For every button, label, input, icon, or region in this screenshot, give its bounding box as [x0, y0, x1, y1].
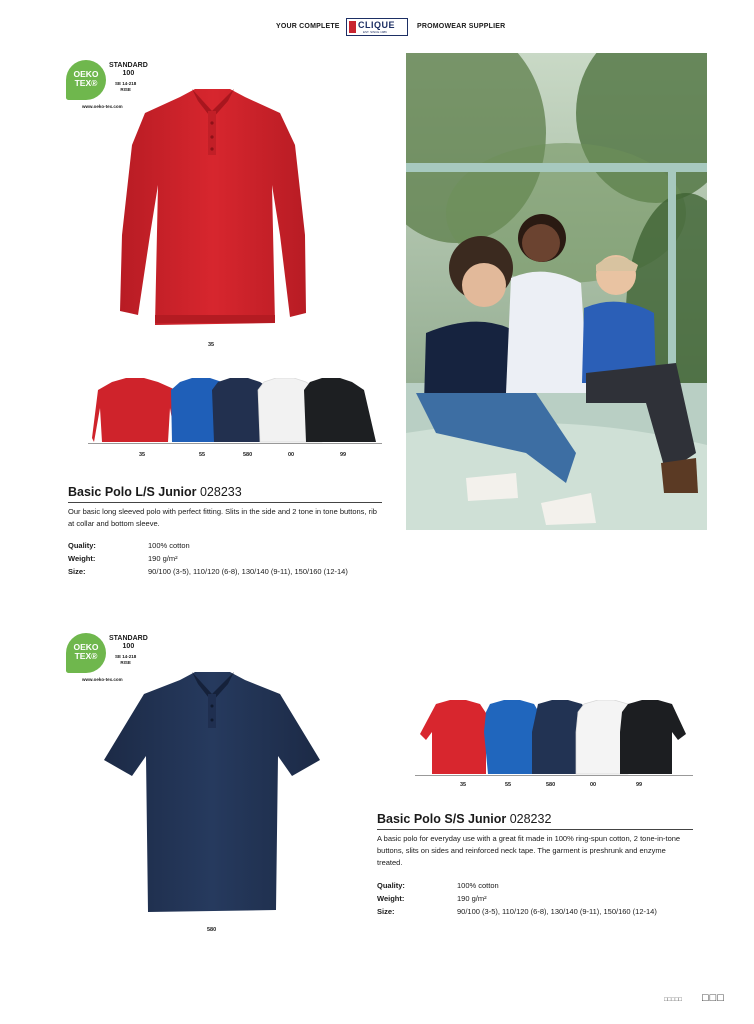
swatch-code-3: 580 [243, 452, 253, 458]
swatch-code-2: 55 [505, 782, 512, 788]
spec-value: 190 g/m² [457, 894, 487, 903]
oeko-url: www.oeko-tex.com [82, 104, 123, 109]
oeko-tex-logo: OEKO TEX® [66, 633, 106, 673]
product-number: 028232 [509, 812, 552, 826]
spec-key: Quality: [68, 541, 96, 550]
spec-table [68, 540, 388, 580]
swatch-code-1: 35 [139, 452, 146, 458]
spec-value: 100% cotton [457, 881, 499, 890]
header-tagline-right: PROMOWEAR SUPPLIER [417, 23, 506, 30]
oeko-standard: STANDARD [109, 62, 148, 69]
color-swatches-ls [92, 378, 382, 444]
product-title-2 [377, 812, 551, 826]
oeko-cert: SE 14-218 [115, 81, 137, 86]
oeko-institute: RISE [120, 659, 131, 665]
oeko-standard: STANDARD [109, 635, 148, 642]
brand-sub: EST. SINCE 1986 [363, 30, 387, 34]
spec-value: 100% cotton [148, 541, 190, 550]
swatch-code-2: 55 [199, 452, 206, 458]
oeko-tex-logo: OEKO TEX® [66, 60, 106, 100]
spec-value: 90/100 (3-5), 110/120 (6-8), 130/140 (9-11), 150/160 (12-14) [148, 567, 348, 576]
oeko-number: 100 [122, 70, 135, 77]
product-description-2: A basic polo for everyday use with a great fit made in 100% ring-spun cotton, 2 tone-in-tone buttons, slits on sides and reinforced neck tape. The garment is preshrunk and enzyme treated. [377, 834, 681, 867]
swatch-code-5: 99 [636, 782, 643, 788]
brand-name: CLIQUE [358, 20, 396, 30]
spec-key: Weight: [68, 554, 96, 563]
spec-key: Weight: [377, 894, 405, 903]
oeko-url: www.oeko-tex.com [82, 677, 123, 682]
product-number: 028233 [199, 485, 242, 499]
swatch-shirts-ss [420, 700, 688, 776]
oeko-number: 100 [122, 643, 135, 650]
spec-key: Quality: [377, 881, 405, 890]
spec-value: 190 g/m² [148, 554, 178, 563]
polo-ss-main-image [100, 668, 325, 918]
spec-value: 90/100 (3-5), 110/120 (6-8), 130/140 (9-11), 150/160 (12-14) [457, 907, 657, 916]
spec-key: Size: [68, 567, 86, 576]
page-number: □□□ [702, 992, 725, 1004]
swatch-code-4: 00 [288, 452, 295, 458]
oeko-institute: RISE [120, 86, 131, 92]
product-name: Basic Polo L/S Junior [68, 485, 197, 499]
lifestyle-photo [406, 53, 707, 530]
product-description: Our basic long sleeved polo with perfect fitting. Slits in the side and 2 tone in tone buttons, rib at collar and bottom sleeve. [68, 507, 377, 528]
swatch-code-3: 580 [546, 782, 556, 788]
swatch-code-1: 35 [460, 782, 467, 788]
main-color-code: 35 [208, 342, 215, 348]
product-name: Basic Polo S/S Junior [377, 812, 507, 826]
polo-ls-main-image [110, 85, 315, 335]
spec-key: Size: [377, 907, 395, 916]
oeko-cert: SE 14-218 [115, 654, 137, 659]
spec-table-2 [377, 880, 693, 920]
swatch-code-5: 99 [340, 452, 347, 458]
swatch-shirts-ls [92, 378, 382, 444]
product-title [68, 485, 242, 499]
footer-small-text: □□□□□ [664, 997, 683, 1003]
swatch-code-4: 00 [590, 782, 597, 788]
main-color-code-2: 580 [207, 927, 217, 933]
header-tagline-left: YOUR COMPLETE [276, 23, 340, 30]
color-swatches-ss [420, 700, 688, 776]
clique-logo [346, 18, 408, 36]
